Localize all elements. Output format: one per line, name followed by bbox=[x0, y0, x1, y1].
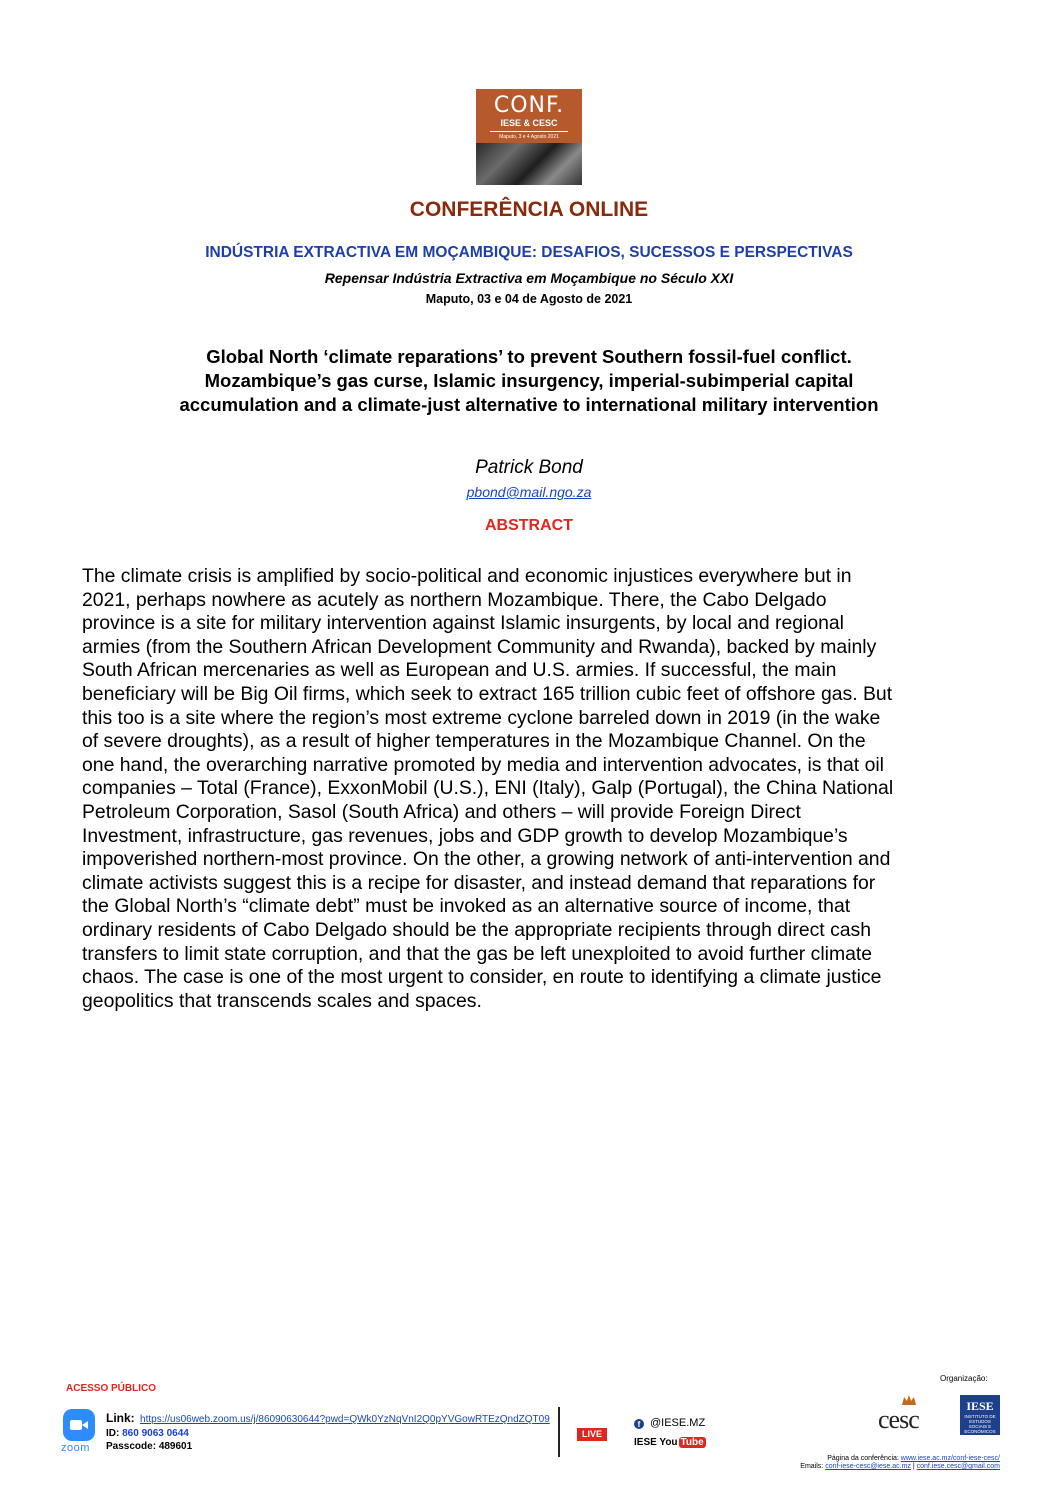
cesc-logo-text: cesc bbox=[878, 1405, 919, 1434]
conference-page-label: Página da conferência: bbox=[827, 1455, 899, 1462]
footer-divider bbox=[558, 1407, 560, 1457]
contact-email-1[interactable]: conf-iese-cesc@iese.ac.mz bbox=[825, 1463, 911, 1470]
abstract-heading: ABSTRACT bbox=[485, 517, 573, 534]
abstract-body bbox=[82, 565, 982, 1013]
zoom-link-row bbox=[106, 1411, 550, 1425]
zoom-id-value: 860 9063 0644 bbox=[122, 1428, 189, 1439]
conference-tagline: Repensar Indústria Extractiva em Moçambique no Século XXI bbox=[324, 270, 734, 286]
cesc-logo bbox=[874, 1395, 944, 1435]
email-separator: | bbox=[912, 1463, 915, 1470]
paper-title-line: Mozambique’s gas curse, Islamic insurgency, imperial-subimperial capital bbox=[204, 370, 854, 391]
zoom-link-label: Link: bbox=[106, 1411, 135, 1425]
abstract-line: transfers to limit state corruption, and that the gas be left unexploited to avoid further climate bbox=[82, 942, 873, 965]
youtube-prefix: IESE You bbox=[634, 1437, 678, 1448]
emails-label: Emails: bbox=[800, 1463, 824, 1470]
logo-conf-text: CONF. bbox=[493, 93, 565, 118]
logo-divider bbox=[490, 131, 568, 132]
youtube-tube-badge: Tube bbox=[680, 1437, 704, 1448]
iese-logo bbox=[960, 1395, 1000, 1435]
conference-place-date: Maputo, 03 e 04 de Agosto de 2021 bbox=[425, 292, 633, 306]
conference-subtitle: INDÚSTRIA EXTRACTIVA EM MOÇAMBIQUE: DESAFIOS, SUCESSOS E PERSPECTIVAS bbox=[205, 244, 853, 261]
cesc-crown-icon bbox=[902, 1395, 916, 1405]
public-access-label: ACESSO PÚBLICO bbox=[66, 1383, 157, 1394]
abstract-line: South African mercenaries as well as European and U.S. armies. If successful, the main bbox=[82, 659, 837, 682]
author-email-link[interactable] bbox=[0, 484, 1058, 500]
abstract-line: this too is a site where the region’s most extreme cyclone barreled down in 2019 (in the wake bbox=[82, 706, 881, 729]
zoom-passcode-row bbox=[106, 1441, 192, 1452]
abstract-line: 2021, perhaps nowhere as acutely as northern Mozambique. There, the Cabo Delgado bbox=[82, 588, 827, 611]
zoom-camera-lens bbox=[82, 1421, 88, 1429]
live-badge: LIVE bbox=[577, 1428, 607, 1441]
abstract-line: armies (from the Southern African Development Community and Rwanda), backed by mainly bbox=[82, 635, 877, 658]
author-email-text[interactable]: pbond@mail.ngo.za bbox=[466, 484, 592, 500]
iese-logo-subtext: INSTITUTO DE ESTUDOS SOCIAIS E ECONÓMICOS bbox=[964, 1414, 996, 1434]
author-name: Patrick Bond bbox=[475, 457, 583, 478]
abstract-line: The climate crisis is amplified by socio-political and economic injustices everywhere but in bbox=[82, 565, 852, 587]
paper-title bbox=[0, 345, 1058, 417]
abstract-line: chaos. The case is one of the most urgent to consider, en route to identifying a climate justice bbox=[82, 966, 882, 989]
abstract-line: Investment, infrastructure, gas revenues, jobs and GDP growth to develop Mozambique’s bbox=[82, 824, 848, 847]
conference-logo bbox=[476, 89, 582, 185]
zoom-camera-icon bbox=[63, 1409, 95, 1441]
abstract-line: of severe droughts), as a result of higher temperatures in the Mozambique Channel. On the bbox=[82, 730, 866, 753]
logo-date-text: Maputo, 3 e 4 Agosto 2021 bbox=[499, 134, 559, 140]
zoom-link-url[interactable]: https://us06web.zoom.us/j/86090630644?pwd=QWk0YzNqVnI2Q0pYVGowRTEzQndZQT09 bbox=[140, 1414, 550, 1425]
paper-title-line: Global North ‘climate reparations’ to prevent Southern fossil-fuel conflict. bbox=[206, 346, 852, 367]
zoom-passcode-label: Passcode: bbox=[106, 1441, 157, 1452]
abstract-line: Petroleum Corporation, Sasol (South Africa) and others – will provide Foreign Direct bbox=[82, 800, 801, 823]
contact-email-2[interactable]: conf.iese.cesc@gmail.com bbox=[916, 1463, 1000, 1470]
abstract-line: one hand, the overarching narrative promoted by media and intervention advocates, is that oil bbox=[82, 753, 884, 776]
facebook-icon: f bbox=[634, 1419, 644, 1429]
zoom-wordmark: zoom bbox=[61, 1442, 90, 1454]
organizer-label: Organização: bbox=[940, 1374, 988, 1383]
iese-logo-text: IESE bbox=[966, 1399, 994, 1413]
conference-page-link[interactable]: www.iese.ac.mz/conf-iese-cesc/ bbox=[900, 1455, 1000, 1462]
abstract-line: climate activists suggest this is a recipe for disaster, and instead demand that reparations for bbox=[82, 871, 876, 894]
abstract-line: beneficiary will be Big Oil firms, which seek to extract 165 trillion cubic feet of offshore gas. But bbox=[82, 682, 893, 705]
paper-title-line: accumulation and a climate-just alternative to international military intervention bbox=[179, 394, 879, 415]
abstract-line: impoverished northern-most province. On the other, a growing network of anti-intervention and bbox=[82, 848, 891, 871]
logo-photo bbox=[476, 143, 582, 185]
contact-emails-row bbox=[800, 1463, 1000, 1470]
conference-page-row bbox=[827, 1455, 1000, 1462]
abstract-line: the Global North’s “climate debt” must be invoked as an alternative source of income, that bbox=[82, 895, 851, 918]
facebook-handle[interactable]: @IESE.MZ bbox=[650, 1417, 706, 1429]
abstract-line: companies – Total (France), ExxonMobil (U.S.), ENI (Italy), Galp (Portugal), the China National bbox=[82, 777, 894, 800]
conference-title: CONFERÊNCIA ONLINE bbox=[409, 198, 649, 221]
abstract-line: province is a site for military intervention against Islamic insurgents, by local and regional bbox=[82, 612, 844, 635]
abstract-line: ordinary residents of Cabo Delgado should be the appropriate recipients through direct cash bbox=[82, 918, 872, 941]
zoom-id-label: ID: bbox=[106, 1428, 120, 1439]
youtube-channel[interactable] bbox=[634, 1437, 706, 1448]
logo-organizers-text: IESE & CESC bbox=[500, 118, 558, 128]
zoom-id-row bbox=[106, 1428, 189, 1439]
zoom-passcode-value: 489601 bbox=[158, 1441, 193, 1452]
abstract-line: geopolitics that transcends scales and spaces. bbox=[82, 989, 482, 1012]
zoom-camera-body bbox=[70, 1420, 82, 1430]
